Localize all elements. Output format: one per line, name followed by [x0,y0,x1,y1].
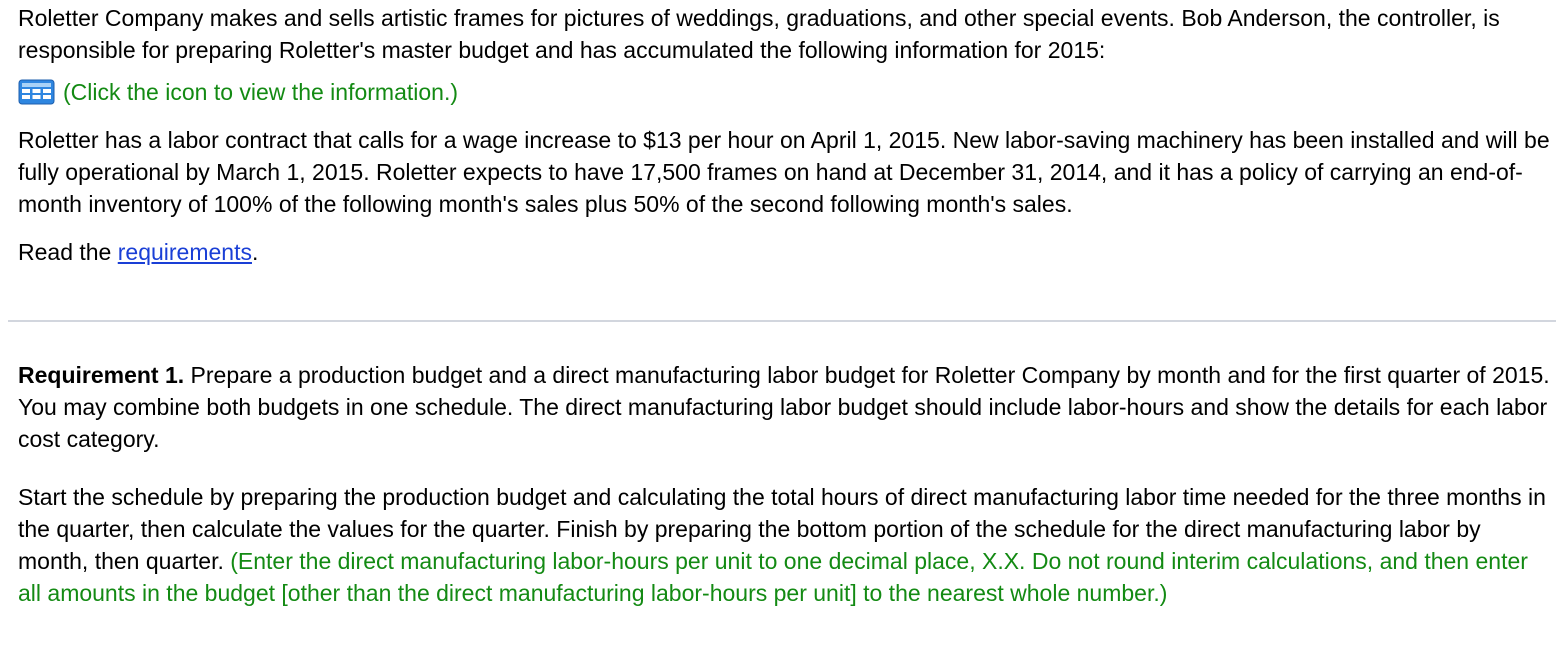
instructions-text: Start the schedule by preparing the production budget and calculating the total hours of direct manufacturing labor time needed for the three months in the quarter, then calculate the values for the quarter. Finish by preparing the bottom portion of the schedule for the direct manufacturing labor by month, then quarter. [18,484,1546,574]
instructions-paragraph [18,481,1550,609]
requirement-1-label: Requirement 1. [18,362,185,388]
requirement-1-paragraph [18,359,1550,455]
grid-table-icon-graphic [18,79,55,105]
problem-statement [18,2,1550,268]
read-suffix: . [251,239,259,265]
intro-paragraph: Roletter Company makes and sells artistic frames for pictures of weddings, graduations, and other special events. Bob Anderson, the controller, is responsible for preparing Roletter's master budget and has accumulated the following information for 2015: [18,5,1500,63]
view-information-link[interactable]: (Click the icon to view the information.) [63,79,458,105]
contract-paragraph: Roletter has a labor contract that calls for a wage increase to $13 per hour on April 1, 2015. New labor-saving machinery has been installed and will be fully operational by March 1, 2015. Roletter expects to have 17,500 frames on hand at December 31, 2014, and it has a policy of carrying an end-of-month inventory of 100% of the following month's sales plus 50% of the second following month's sales. [18,127,1550,217]
read-requirements-line [18,236,1550,268]
requirement-section [18,359,1550,609]
read-prefix: Read the [18,239,118,265]
grid-table-icon[interactable] [18,79,55,105]
instructions-note: (Enter the direct manufacturing labor-hours per unit to one decimal place, X.X. Do not round interim calculations, and then enter all amounts in the budget [other than the direct manufacturing labor-hours per unit] to the nearest whole number.) [18,548,1528,606]
info-link-row [18,76,1550,108]
section-divider [8,320,1556,322]
requirements-link[interactable]: requirements [117,239,252,265]
requirement-1-text: Prepare a production budget and a direct manufacturing labor budget for Roletter Company by month and for the first quarter of 2015. You may combine both budgets in one schedule. The direct manufacturing labor budget should include labor-hours and show the details for each labor cost category. [18,362,1550,452]
